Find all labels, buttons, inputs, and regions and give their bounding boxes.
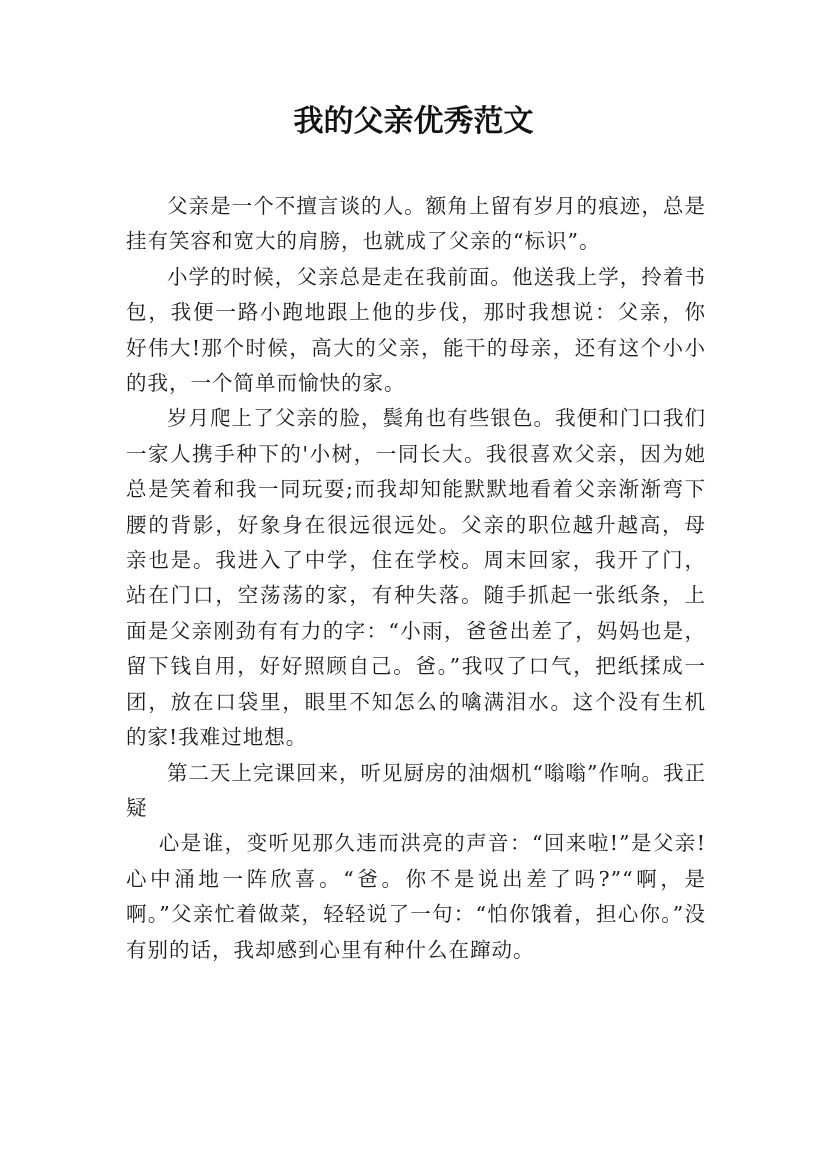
paragraph-5: 心是谁，变听见那久违而洪亮的声音：“回来啦!”是父亲!心中涌地一阵欣喜。“爸。你不是说出差了吗?”“啊，是啊。”父亲忙着做菜，轻轻说了一句：“怕你饿着，担心你。”没有别的话，我却感到心里有种什么在蹿动。 [126, 831, 706, 962]
paragraph-2: 小学的时候，父亲总是走在我前面。他送我上学，拎着书包，我便一路小跑地跟上他的步伐，那时我想说：父亲，你好伟大!那个时候，高大的父亲，能干的母亲，还有这个小小的我，一个简单而愉快的家。 [126, 264, 706, 396]
paragraph-1: 父亲是一个不擅言谈的人。额角上留有岁月的痕迹，总是挂有笑容和宽大的肩膀，也就成了父亲的“标识”。 [126, 194, 706, 254]
paragraph-3: 岁月爬上了父亲的脸，鬓角也有些银色。我便和门口我们一家人携手种下的'小树，一同长大。我很喜欢父亲，因为她总是笑着和我一同玩耍;而我却知能默默地看着父亲渐渐弯下腰的背影，好象身在很远很远处。父亲的职位越升越高，母亲也是。我进入了中学，住在学校。周末回家，我开了门，站在门口，空荡荡的家，有种失落。随手抓起一张纸条，上面是父亲刚劲有有力的字：“小雨，爸爸出差了，妈妈也是，留下钱自用，好好照顾自己。爸。”我叹了口气，把纸揉成一团，放在口袋里，眼里不知怎么的噙满泪水。这个没有生机的家!我难过地想。 [126, 406, 706, 750]
paragraph-4: 第二天上完课回来，听见厨房的油烟机“嗡嗡”作响。我正疑 [126, 760, 706, 820]
document-title: 我的父亲优秀范文 [293, 104, 534, 139]
document-body [126, 189, 706, 968]
